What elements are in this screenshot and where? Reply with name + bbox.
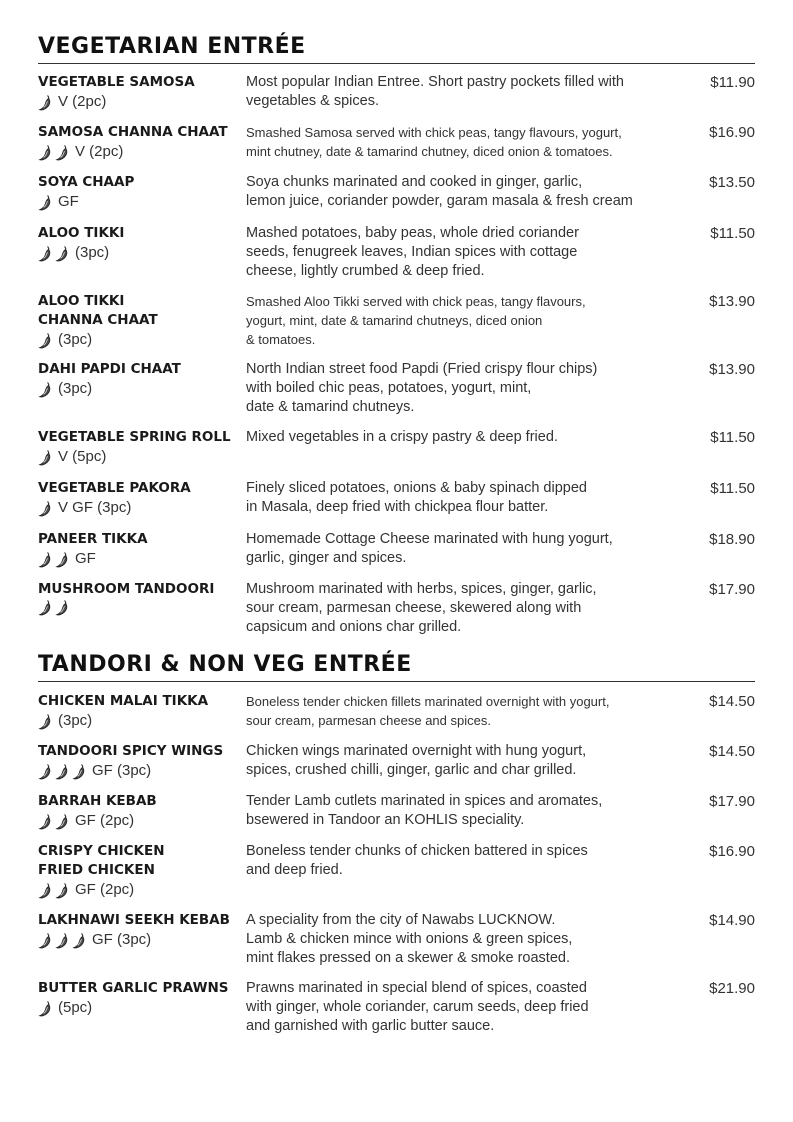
item-tags <box>38 880 243 900</box>
item-description: Soya chunks marinated and cooked in ginger, garlic, lemon juice, coriander powder, garam masala & fresh cream <box>246 174 633 209</box>
item-tags <box>38 998 243 1018</box>
chili-icon <box>38 882 52 899</box>
chili-icon <box>55 599 69 616</box>
chili-icon <box>38 332 52 349</box>
item-description: Mashed potatoes, baby peas, whole dried coriander seeds, fenugreek leaves, Indian spices with cottage cheese, lightly crumbed & deep fried. <box>246 225 579 279</box>
item-tags <box>38 142 243 162</box>
item-tags <box>38 549 243 569</box>
item-dietary-tags: GF (3pc) <box>92 931 152 948</box>
item-name-column <box>38 428 243 467</box>
item-description: Boneless tender chicken fillets marinated overnight with yogurt, sour cream, parmesan cheese and spices. <box>246 694 610 728</box>
item-price: $11.50 <box>710 225 755 242</box>
item-description: Homemade Cottage Cheese marinated with hung yogurt, garlic, ginger and spices. <box>246 531 613 566</box>
section-title: TANDORI & NON VEG ENTRÉE <box>38 652 755 682</box>
item-name: VEGETABLE SPRING ROLL <box>38 429 231 445</box>
chili-icon <box>55 551 69 568</box>
chili-icon <box>55 932 69 949</box>
chili-icon <box>38 94 52 111</box>
chili-icon <box>38 144 52 161</box>
chili-icon <box>38 763 52 780</box>
item-name-column <box>38 224 243 263</box>
chili-icon <box>38 932 52 949</box>
item-dietary-tags: GF <box>58 193 79 210</box>
chili-icon <box>38 813 52 830</box>
item-price: $16.90 <box>709 124 755 141</box>
item-name-column <box>38 742 243 781</box>
item-description: Mixed vegetables in a crispy pastry & deep fried. <box>246 429 558 445</box>
item-name-column <box>38 842 243 900</box>
item-name: VEGETABLE SAMOSA <box>38 74 195 90</box>
item-name: CRISPY CHICKEN FRIED CHICKEN <box>38 843 165 878</box>
chili-icon <box>55 144 69 161</box>
item-tags <box>38 92 243 112</box>
item-description: A speciality from the city of Nawabs LUCKNOW. Lamb & chicken mince with onions & green spices, mint flakes pressed on a skewer & smoke roasted. <box>246 912 573 966</box>
item-price: $13.50 <box>709 174 755 191</box>
item-price: $17.90 <box>709 581 755 598</box>
item-tags <box>38 243 243 263</box>
item-name: TANDOORI SPICY WINGS <box>38 743 224 759</box>
item-name-column <box>38 123 243 162</box>
item-tags <box>38 930 243 950</box>
item-name-column <box>38 979 243 1018</box>
item-tags <box>38 379 243 399</box>
item-description: Smashed Samosa served with chick peas, tangy flavours, yogurt, mint chutney, date & tamarind chutney, diced onion & tomatoes. <box>246 125 622 159</box>
item-name: SAMOSA CHANNA CHAAT <box>38 124 228 140</box>
item-price: $11.50 <box>710 429 755 446</box>
chili-icon <box>38 551 52 568</box>
item-name-column <box>38 530 243 569</box>
item-description: Chicken wings marinated overnight with hung yogurt, spices, crushed chilli, ginger, garlic and char grilled. <box>246 743 587 778</box>
chili-icon <box>38 381 52 398</box>
item-price: $18.90 <box>709 531 755 548</box>
item-name: BUTTER GARLIC PRAWNS <box>38 980 229 996</box>
chili-icon <box>55 245 69 262</box>
item-description: Tender Lamb cutlets marinated in spices and aromates, bsewered in Tandoor an KOHLIS speciality. <box>246 793 603 828</box>
item-dietary-tags: V (2pc) <box>58 93 107 110</box>
item-price: $11.50 <box>710 480 755 497</box>
chili-icon <box>38 449 52 466</box>
item-name-column <box>38 792 243 831</box>
item-price: $16.90 <box>709 843 755 860</box>
item-price: $13.90 <box>709 361 755 378</box>
item-name: ALOO TIKKI <box>38 225 125 241</box>
item-tags <box>38 711 243 731</box>
chili-icon <box>55 763 69 780</box>
chili-icon <box>38 1000 52 1017</box>
item-dietary-tags: (3pc) <box>75 244 110 261</box>
item-name-column <box>38 73 243 112</box>
item-dietary-tags: V (2pc) <box>75 143 124 160</box>
chili-icon <box>38 500 52 517</box>
item-name: VEGETABLE PAKORA <box>38 480 191 496</box>
item-dietary-tags: GF (3pc) <box>92 762 152 779</box>
chili-icon <box>38 713 52 730</box>
item-tags <box>38 447 243 467</box>
chili-icon <box>38 194 52 211</box>
item-price: $21.90 <box>709 980 755 997</box>
item-price: $14.90 <box>709 912 755 929</box>
item-dietary-tags: GF (2pc) <box>75 881 135 898</box>
item-dietary-tags: (3pc) <box>58 712 93 729</box>
item-price: $11.90 <box>710 74 755 91</box>
item-tags <box>38 761 243 781</box>
item-description: Mushroom marinated with herbs, spices, ginger, garlic, sour cream, parmesan cheese, skewered along with capsicum and onions char grilled. <box>246 581 597 635</box>
item-name: BARRAH KEBAB <box>38 793 157 809</box>
item-name: ALOO TIKKI CHANNA CHAAT <box>38 293 158 328</box>
menu-section <box>38 34 755 64</box>
chili-icon <box>38 599 52 616</box>
item-description: North Indian street food Papdi (Fried crispy flour chips) with boiled chic peas, potatoes, yogurt, mint, date & tamarind chutneys. <box>246 361 598 415</box>
item-name-column <box>38 911 243 950</box>
chili-icon <box>72 763 86 780</box>
item-name: MUSHROOM TANDOORI <box>38 581 215 597</box>
item-description: Finely sliced potatoes, onions & baby spinach dipped in Masala, deep fried with chickpea flour batter. <box>246 480 587 515</box>
item-dietary-tags: (3pc) <box>58 331 93 348</box>
item-price: $17.90 <box>709 793 755 810</box>
item-description: Smashed Aloo Tikki served with chick peas, tangy flavours, yogurt, mint, date & tamarind chutneys, diced onion & tomatoes. <box>246 294 586 347</box>
item-description: Most popular Indian Entree. Short pastry pockets filled with vegetables & spices. <box>246 74 624 109</box>
chili-icon <box>72 932 86 949</box>
item-dietary-tags: (5pc) <box>58 999 93 1016</box>
item-name-column <box>38 580 243 616</box>
chili-icon <box>55 882 69 899</box>
item-name-column <box>38 692 243 731</box>
chili-icon <box>38 245 52 262</box>
item-name: CHICKEN MALAI TIKKA <box>38 693 209 709</box>
item-dietary-tags: GF <box>75 550 96 567</box>
item-name-column <box>38 479 243 518</box>
item-name: SOYA CHAAP <box>38 174 135 190</box>
item-dietary-tags: V (5pc) <box>58 448 107 465</box>
menu-section <box>38 652 755 682</box>
item-name-column <box>38 173 243 212</box>
item-tags <box>38 599 243 616</box>
item-description: Prawns marinated in special blend of spices, coasted with ginger, whole coriander, carum seeds, deep fried and garnished with garlic butter sauce. <box>246 980 589 1034</box>
item-price: $13.90 <box>709 293 755 310</box>
item-tags <box>38 811 243 831</box>
item-name: LAKHNAWI SEEKH KEBAB <box>38 912 230 928</box>
item-price: $14.50 <box>709 743 755 760</box>
section-title: VEGETARIAN ENTRÉE <box>38 34 755 64</box>
item-name-column <box>38 292 243 350</box>
item-name-column <box>38 360 243 399</box>
item-price: $14.50 <box>709 693 755 710</box>
chili-icon <box>55 813 69 830</box>
item-dietary-tags: (3pc) <box>58 380 93 397</box>
item-tags <box>38 330 243 350</box>
item-tags <box>38 192 243 212</box>
item-name: DAHI PAPDI CHAAT <box>38 361 181 377</box>
item-name: PANEER TIKKA <box>38 531 148 547</box>
item-tags <box>38 498 243 518</box>
item-dietary-tags: V GF (3pc) <box>58 499 132 516</box>
item-description: Boneless tender chunks of chicken battered in spices and deep fried. <box>246 843 588 878</box>
item-dietary-tags: GF (2pc) <box>75 812 135 829</box>
